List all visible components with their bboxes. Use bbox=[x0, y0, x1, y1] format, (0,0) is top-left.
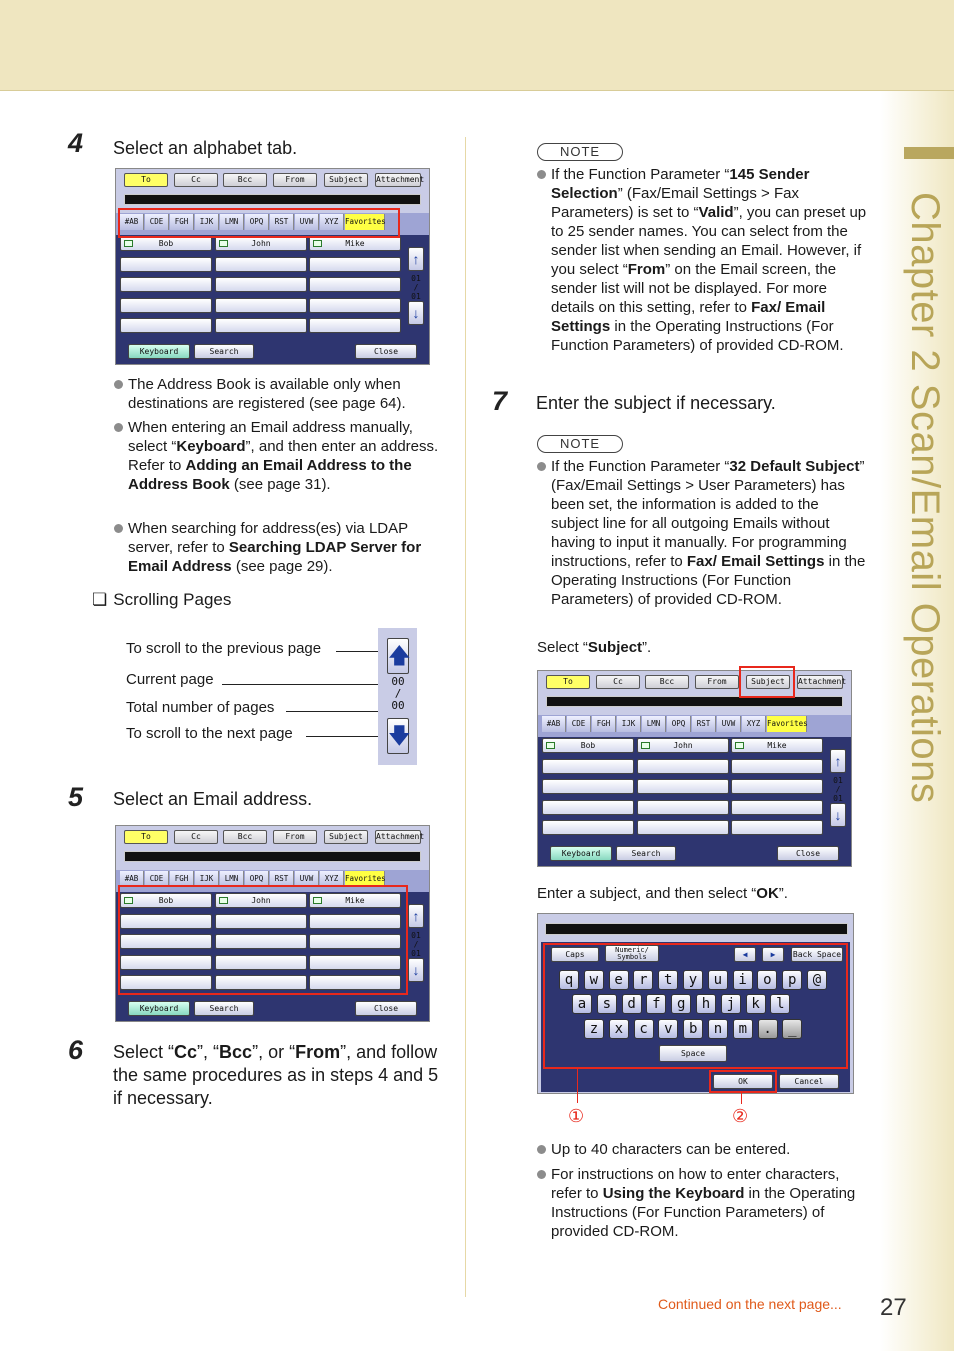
key-m[interactable]: m bbox=[733, 1019, 753, 1039]
key-h[interactable]: h bbox=[696, 994, 716, 1014]
alpha-tab-xyz[interactable]: XYZ bbox=[742, 716, 766, 732]
address-slot[interactable] bbox=[542, 800, 634, 815]
ok-button[interactable]: OK bbox=[713, 1074, 773, 1089]
key-v[interactable]: v bbox=[658, 1019, 678, 1039]
alpha-tab-fgh[interactable]: FGH bbox=[592, 716, 616, 732]
label-prev-page: To scroll to the previous page bbox=[126, 640, 322, 657]
tab-attachment[interactable]: Attachment bbox=[797, 675, 843, 689]
address-slot[interactable] bbox=[731, 779, 823, 794]
alpha-tab-xyz[interactable]: XYZ bbox=[320, 871, 344, 887]
step-number-6: 6 bbox=[68, 1035, 84, 1065]
alpha-tab-rst[interactable]: RST bbox=[692, 716, 716, 732]
highlight-ok bbox=[709, 1070, 777, 1093]
alpha-tab-xyz[interactable]: XYZ bbox=[320, 214, 344, 230]
highlight-box bbox=[118, 885, 408, 995]
key-p[interactable]: p bbox=[782, 970, 802, 990]
key-u[interactable]: u bbox=[708, 970, 728, 990]
page-down-icon[interactable]: ↓ bbox=[408, 301, 424, 325]
alpha-tab-favorites[interactable]: Favorites bbox=[767, 716, 807, 732]
address-slot[interactable] bbox=[542, 779, 634, 794]
alpha-tab-lmn[interactable]: LMN bbox=[220, 214, 244, 230]
address-slot[interactable] bbox=[215, 277, 307, 292]
key-i[interactable]: i bbox=[733, 970, 753, 990]
address-slot[interactable] bbox=[309, 277, 401, 292]
alpha-tab-cde[interactable]: CDE bbox=[145, 871, 169, 887]
key-b[interactable]: b bbox=[683, 1019, 703, 1039]
tab-cc[interactable]: Cc bbox=[174, 173, 218, 187]
address-bob[interactable]: Bob bbox=[120, 236, 212, 251]
tab-subject[interactable]: Subject bbox=[324, 830, 368, 844]
page-up-icon[interactable]: ↑ bbox=[408, 904, 424, 928]
cancel-button[interactable]: Cancel bbox=[779, 1074, 839, 1089]
alpha-tab-ijk[interactable]: IJK bbox=[617, 716, 641, 732]
bullet-keyboard-ref: For instructions on how to enter characters, refer to Using the Keyboard in the Operating Instructions (For Function Parameters) of provided CD-ROM. bbox=[537, 1165, 867, 1241]
scroll-down-icon[interactable]: 🡇 bbox=[387, 718, 409, 754]
address-slot[interactable] bbox=[215, 298, 307, 313]
key-s[interactable]: s bbox=[597, 994, 617, 1014]
address-slot[interactable] bbox=[731, 820, 823, 835]
step-number-7: 7 bbox=[492, 386, 508, 416]
address-book-screen-step5 bbox=[115, 825, 430, 1022]
address-john[interactable]: John bbox=[637, 738, 729, 753]
note-2-text: If the Function Parameter “32 Default Subject” (Fax/Email Settings > User Parameters) has been set, the information is added to the subject line for all outgoing Emails without having to input it manually. For programming instructions, refer to Fax/ Email Settings in the Operating Instructions (For Function Parameters) of provided CD-ROM. bbox=[537, 457, 867, 609]
alpha-tab-uvw[interactable]: UVW bbox=[295, 214, 319, 230]
key-x[interactable]: x bbox=[609, 1019, 629, 1039]
cursor-right-icon[interactable]: ▶ bbox=[762, 947, 784, 962]
note-badge-1: NOTE bbox=[537, 143, 623, 161]
alpha-tab-fgh[interactable]: FGH bbox=[170, 871, 194, 887]
address-mike[interactable]: Mike bbox=[309, 236, 401, 251]
page-down-icon[interactable]: ↓ bbox=[830, 803, 846, 827]
key-a[interactable]: a bbox=[572, 994, 592, 1014]
key-o[interactable]: o bbox=[757, 970, 777, 990]
cursor-left-icon[interactable]: ◀ bbox=[734, 947, 756, 962]
tab-cc[interactable]: Cc bbox=[174, 830, 218, 844]
tab-cc[interactable]: Cc bbox=[596, 675, 640, 689]
scroll-panel bbox=[378, 628, 417, 765]
address-book-screen-subject bbox=[537, 670, 852, 867]
address-john[interactable]: John bbox=[215, 236, 307, 251]
key-e[interactable]: e bbox=[609, 970, 629, 990]
address-slot[interactable] bbox=[637, 820, 729, 835]
alpha-tab-opq[interactable]: OPQ bbox=[245, 871, 269, 887]
bullet-40-chars: Up to 40 characters can be entered. bbox=[537, 1140, 867, 1159]
search-button[interactable]: Search bbox=[194, 344, 254, 359]
select-subject-text: Select “Subject”. bbox=[537, 639, 652, 656]
tab-subject[interactable]: Subject bbox=[746, 675, 790, 689]
highlight-box bbox=[739, 666, 795, 698]
alpha-tab-num-ab[interactable]: #AB bbox=[120, 871, 144, 887]
key-w[interactable]: w bbox=[584, 970, 604, 990]
key-l[interactable]: l bbox=[770, 994, 790, 1014]
envelope-icon bbox=[735, 742, 744, 749]
keyboard-button[interactable]: Keyboard bbox=[128, 1001, 190, 1016]
page-up-icon[interactable]: ↑ bbox=[830, 749, 846, 773]
address-mike[interactable]: Mike bbox=[309, 893, 401, 908]
address-input[interactable] bbox=[124, 851, 421, 862]
envelope-icon bbox=[641, 742, 650, 749]
alpha-tab-uvw[interactable]: UVW bbox=[717, 716, 741, 732]
enter-subject-text: Enter a subject, and then select “OK”. bbox=[537, 885, 788, 902]
address-slot[interactable] bbox=[309, 257, 401, 272]
alpha-tab-opq[interactable]: OPQ bbox=[245, 214, 269, 230]
address-slot[interactable] bbox=[215, 257, 307, 272]
key-n[interactable]: n bbox=[708, 1019, 728, 1039]
address-slot[interactable] bbox=[309, 298, 401, 313]
alpha-tab-lmn[interactable]: LMN bbox=[220, 871, 244, 887]
step-5-text: Select an Email address. bbox=[113, 789, 313, 809]
key-k[interactable]: k bbox=[746, 994, 766, 1014]
scroll-up-icon[interactable]: 🡅 bbox=[387, 638, 409, 674]
tab-subject[interactable]: Subject bbox=[324, 173, 368, 187]
alpha-tab-uvw[interactable]: UVW bbox=[295, 871, 319, 887]
caps-button[interactable]: Caps bbox=[551, 947, 599, 962]
tab-from[interactable]: From bbox=[273, 830, 317, 844]
key-r[interactable]: r bbox=[633, 970, 653, 990]
alpha-tab-favorites[interactable]: Favorites bbox=[345, 871, 385, 887]
address-slot[interactable] bbox=[637, 759, 729, 774]
tab-attachment[interactable]: Attachment bbox=[375, 830, 421, 844]
space-button[interactable]: Space bbox=[659, 1045, 727, 1062]
page-up-icon[interactable]: ↑ bbox=[408, 247, 424, 271]
address-bob[interactable]: Bob bbox=[542, 738, 634, 753]
tab-to[interactable]: To bbox=[124, 830, 168, 844]
bullet-ldap: When searching for address(es) via LDAP server, refer to Searching LDAP Server for Email Address (see page 29). bbox=[114, 519, 444, 576]
step-number-4: 4 bbox=[68, 128, 84, 158]
key-d[interactable]: d bbox=[622, 994, 642, 1014]
highlight-box bbox=[118, 208, 400, 238]
envelope-icon bbox=[219, 240, 228, 247]
tab-from[interactable]: From bbox=[695, 675, 739, 689]
search-button[interactable]: Search bbox=[194, 1001, 254, 1016]
key-j[interactable]: j bbox=[721, 994, 741, 1014]
address-mike[interactable]: Mike bbox=[731, 738, 823, 753]
address-input[interactable] bbox=[546, 696, 843, 707]
key-f[interactable]: f bbox=[646, 994, 666, 1014]
close-button[interactable]: Close bbox=[355, 1001, 417, 1016]
key-t[interactable]: t bbox=[658, 970, 678, 990]
envelope-icon bbox=[124, 240, 133, 247]
tab-to[interactable]: To bbox=[124, 173, 168, 187]
bullet-address-book: The Address Book is available only when destinations are registered (see page 64). bbox=[114, 375, 444, 413]
alpha-tab-rst[interactable]: RST bbox=[270, 214, 294, 230]
callout-1: ① bbox=[568, 1106, 585, 1126]
key-g[interactable]: g bbox=[671, 994, 691, 1014]
page-down-icon[interactable]: ↓ bbox=[408, 958, 424, 982]
alpha-tab-ijk[interactable]: IJK bbox=[195, 871, 219, 887]
envelope-icon bbox=[313, 240, 322, 247]
address-bob[interactable]: Bob bbox=[120, 893, 212, 908]
note-badge-2: NOTE bbox=[537, 435, 623, 453]
address-input[interactable] bbox=[124, 194, 421, 205]
address-slot[interactable] bbox=[542, 820, 634, 835]
tab-bcc[interactable]: Bcc bbox=[223, 173, 267, 187]
alpha-tab-ijk[interactable]: IJK bbox=[195, 214, 219, 230]
tab-from[interactable]: From bbox=[273, 173, 317, 187]
alpha-tab-opq[interactable]: OPQ bbox=[667, 716, 691, 732]
address-slot[interactable] bbox=[731, 759, 823, 774]
key-y[interactable]: y bbox=[683, 970, 703, 990]
key-underscore[interactable]: _ bbox=[782, 1019, 802, 1039]
alpha-tab-cde[interactable]: CDE bbox=[145, 214, 169, 230]
scrolling-heading: ❏ Scrolling Pages bbox=[92, 590, 232, 609]
address-slot[interactable] bbox=[120, 257, 212, 272]
header-band bbox=[0, 0, 954, 91]
alpha-tab-num-ab[interactable]: #AB bbox=[120, 214, 144, 230]
key-q[interactable]: q bbox=[559, 970, 579, 990]
alpha-tab-fgh[interactable]: FGH bbox=[170, 214, 194, 230]
page-indicator: 01 / 01 bbox=[411, 274, 421, 301]
address-john[interactable]: John bbox=[215, 893, 307, 908]
callout-2: ② bbox=[732, 1106, 749, 1126]
address-book-screen-step4 bbox=[115, 168, 430, 365]
step-4-text: Select an alphabet tab. bbox=[113, 138, 298, 158]
continued-link[interactable]: Continued on the next page... bbox=[658, 1296, 842, 1312]
search-button[interactable]: Search bbox=[616, 846, 676, 861]
chapter-marker bbox=[904, 147, 954, 159]
alpha-tab-lmn[interactable]: LMN bbox=[642, 716, 666, 732]
note-1-text: If the Function Parameter “145 Sender Selection” (Fax/Email Settings > Fax Parameters) is set to “Valid”, you can preset up to 25 sender names. You can select from the sender list when sending an Email. However, if you select “From” on the Email screen, the sender list will not be displayed. For more details on this setting, refer to Fax/ Email Settings in the Operating Instructions (For Function Parameters) of provided CD-ROM. bbox=[537, 165, 867, 355]
address-slot[interactable] bbox=[309, 318, 401, 333]
key-at[interactable]: @ bbox=[807, 970, 827, 990]
key-c[interactable]: c bbox=[634, 1019, 654, 1039]
tab-bcc[interactable]: Bcc bbox=[645, 675, 689, 689]
tab-attachment[interactable]: Attachment bbox=[375, 173, 421, 187]
key-period[interactable]: . bbox=[758, 1019, 778, 1039]
address-slot[interactable] bbox=[215, 318, 307, 333]
close-button[interactable]: Close bbox=[777, 846, 839, 861]
label-next-page: To scroll to the next page bbox=[126, 725, 293, 742]
label-total-pages: Total number of pages bbox=[126, 699, 275, 716]
alpha-tab-num-ab[interactable]: #AB bbox=[542, 716, 566, 732]
step-number-5: 5 bbox=[68, 782, 84, 812]
alpha-tab-rst[interactable]: RST bbox=[270, 871, 294, 887]
column-divider bbox=[465, 137, 466, 1297]
scroll-page-indicator: 00 / 00 bbox=[391, 675, 405, 712]
tab-to[interactable]: To bbox=[546, 675, 590, 689]
address-slot[interactable] bbox=[637, 779, 729, 794]
alpha-tab-cde[interactable]: CDE bbox=[567, 716, 591, 732]
bullet-manual-entry: When entering an Email address manually, select “Keyboard”, and then enter an address. Refer to Adding an Email Address to the Address Book (see page 31). bbox=[114, 418, 444, 494]
keyboard-screen bbox=[537, 913, 854, 1094]
key-z[interactable]: z bbox=[584, 1019, 604, 1039]
label-current-page: Current page bbox=[126, 671, 214, 688]
address-slot[interactable] bbox=[731, 800, 823, 815]
step-7-text: Enter the subject if necessary. bbox=[536, 393, 776, 413]
address-slot[interactable] bbox=[120, 298, 212, 313]
address-slot[interactable] bbox=[637, 800, 729, 815]
address-slot[interactable] bbox=[120, 277, 212, 292]
tab-bcc[interactable]: Bcc bbox=[223, 830, 267, 844]
subject-input[interactable] bbox=[545, 923, 848, 935]
close-button[interactable]: Close bbox=[355, 344, 417, 359]
envelope-icon bbox=[546, 742, 555, 749]
page-indicator: 01 / 01 bbox=[833, 776, 843, 803]
chapter-title: Chapter 2 Scan/Email Operations bbox=[903, 192, 947, 804]
numeric-symbols-button[interactable]: Numeric/ Symbols bbox=[605, 945, 659, 962]
keyboard-button[interactable]: Keyboard bbox=[550, 846, 612, 861]
page-indicator: 01 / 01 bbox=[411, 931, 421, 958]
address-slot[interactable] bbox=[120, 318, 212, 333]
page-number: 27 bbox=[880, 1294, 907, 1321]
address-slot[interactable] bbox=[542, 759, 634, 774]
alpha-tab-favorites[interactable]: Favorites bbox=[345, 214, 385, 230]
backspace-button[interactable]: Back Space bbox=[791, 947, 843, 962]
keyboard-button[interactable]: Keyboard bbox=[128, 344, 190, 359]
step-6-text: Select “Cc”, “Bcc”, or “From”, and follow the same procedures as in steps 4 and 5 if necessary. bbox=[113, 1042, 439, 1108]
